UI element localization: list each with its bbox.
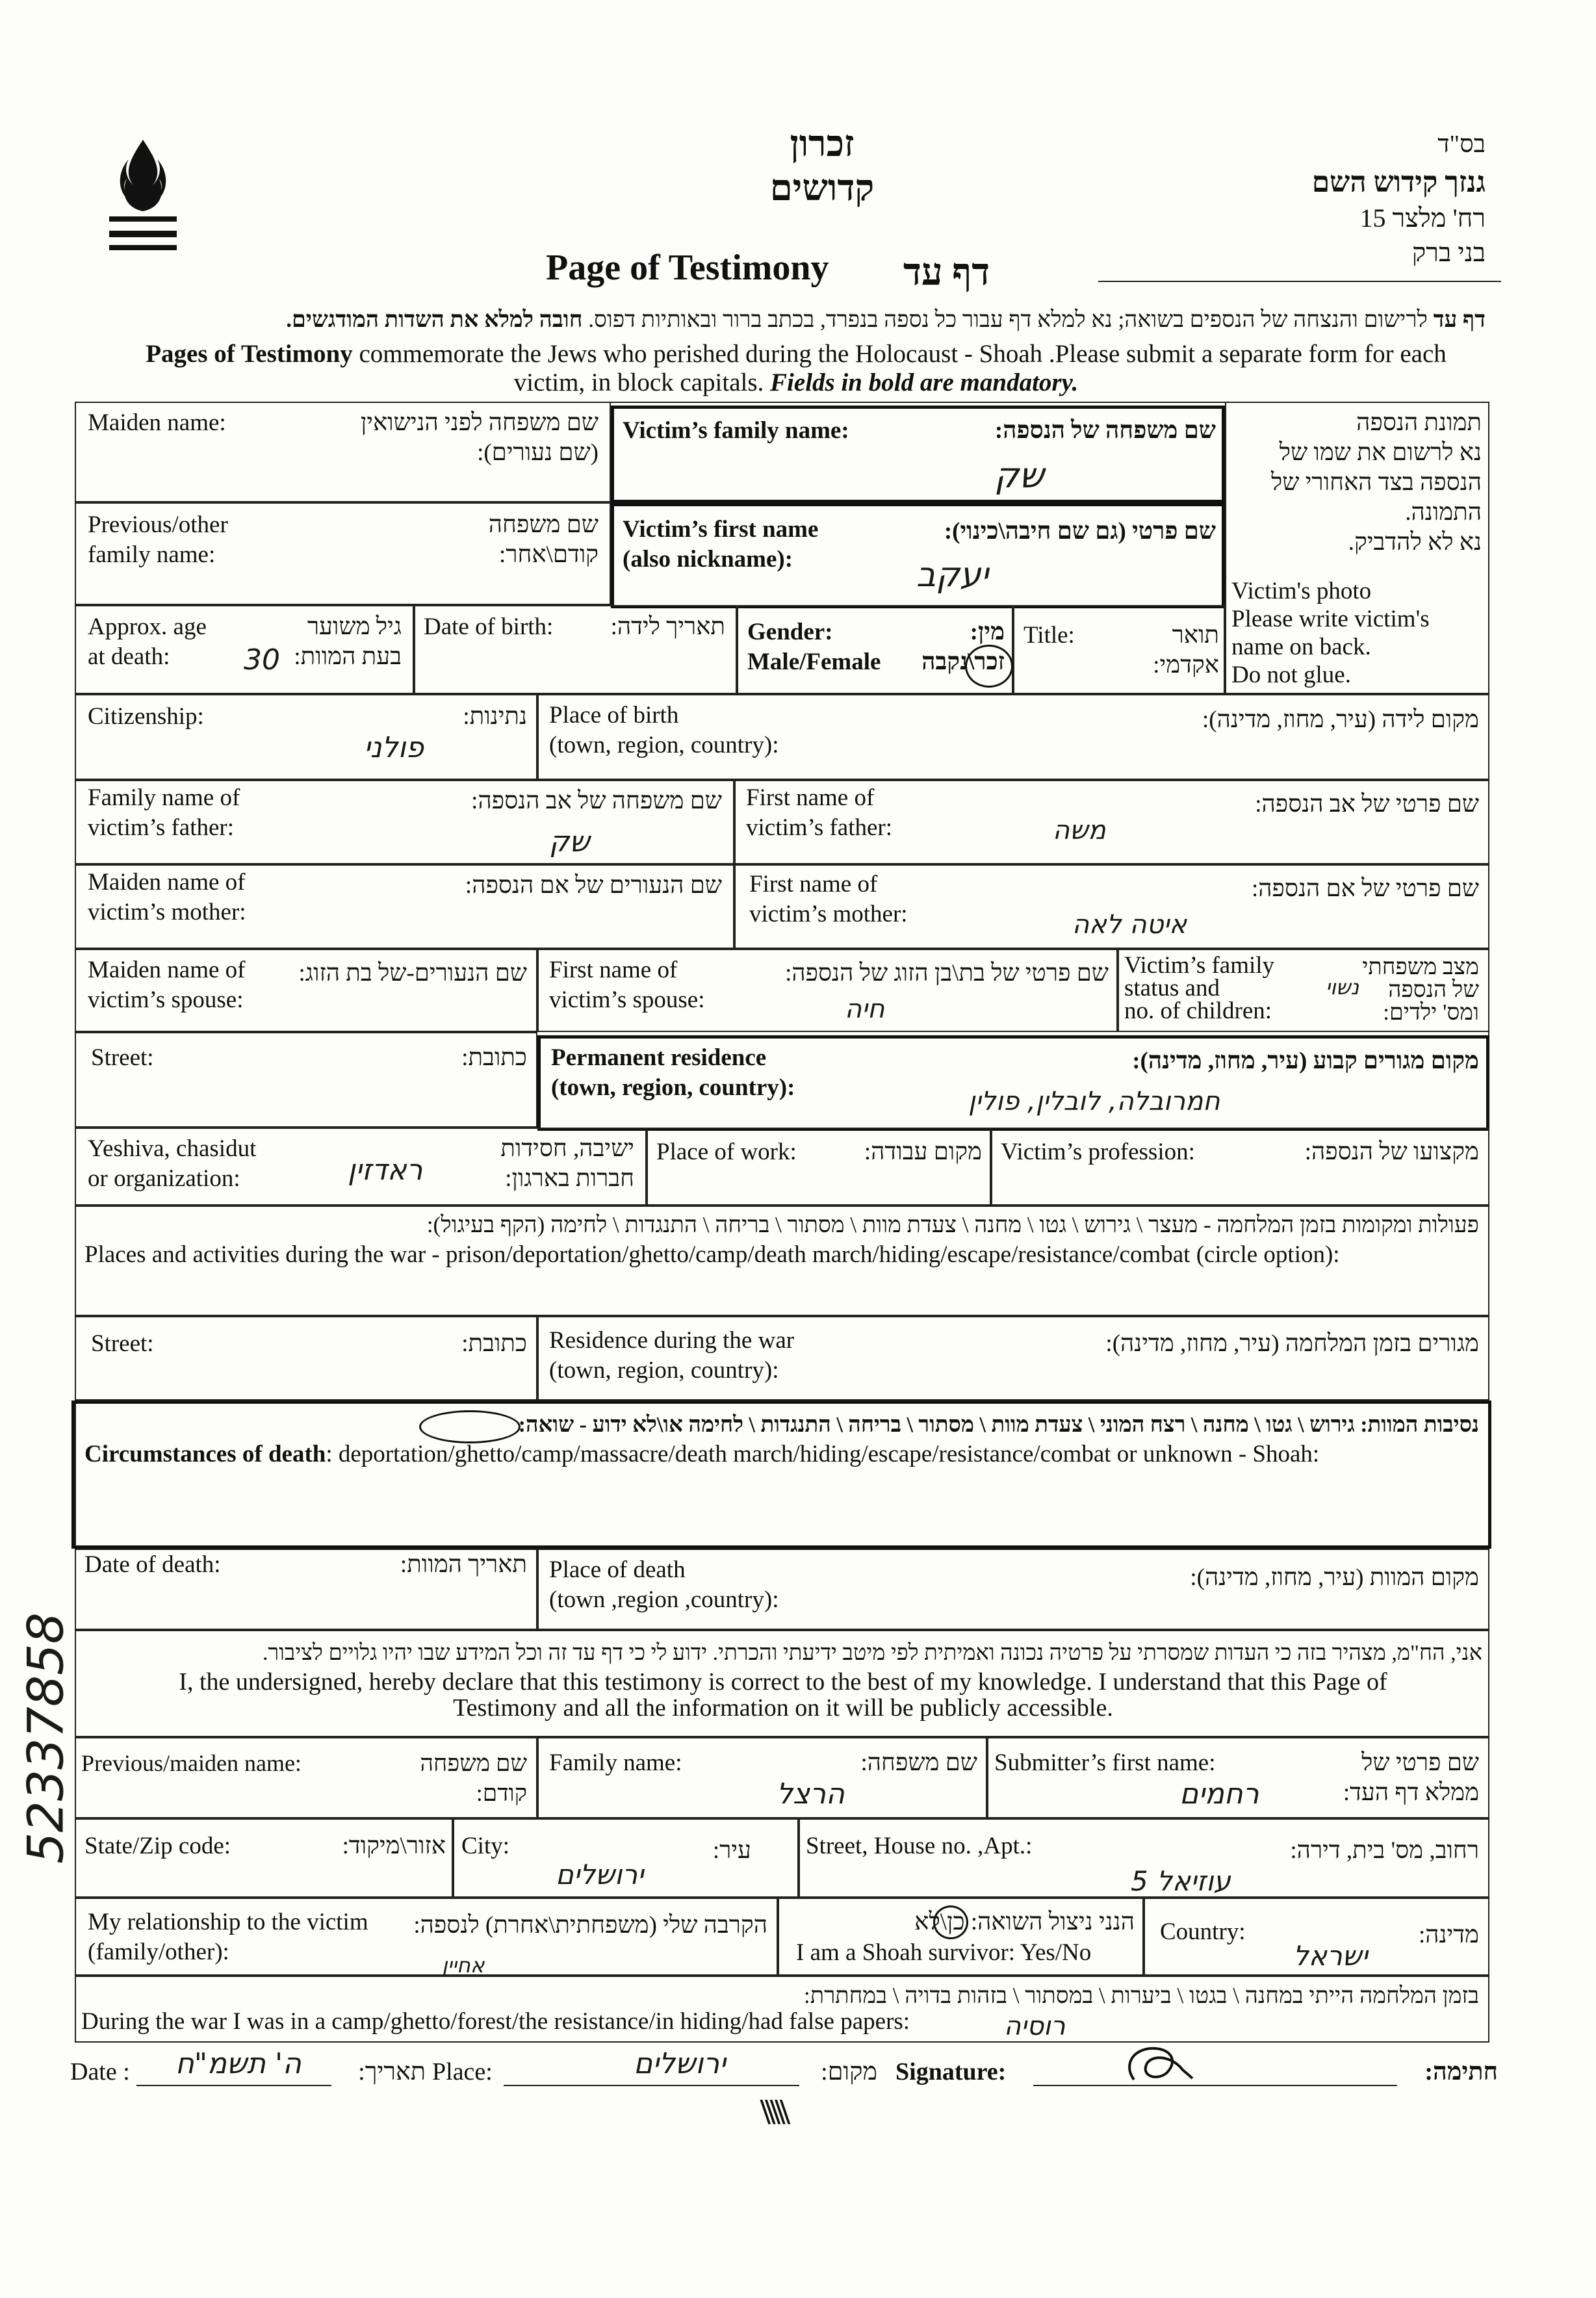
declaration-en-2: Testimony and all the information on it will be publicly accessible.: [453, 1694, 1113, 1722]
survivor-label: I am a Shoah survivor: Yes/No: [796, 1939, 1092, 1966]
relationship-he: הקרבה שלי (משפחתית\אחרת) לנספה:: [413, 1912, 767, 1939]
street-no-he: רחוב, מס' בית, דירה:: [1290, 1837, 1479, 1864]
header-org-name: גנזך קידוש השם: [1311, 166, 1486, 198]
father-family-label: Family name of victim’s father:: [88, 784, 240, 841]
submitter-prev-he: שם משפחה קודם:: [420, 1750, 527, 1806]
father-first-label: First name of victim’s father:: [746, 784, 893, 841]
family-status-label: Victim’s family status and no. of children:: [1124, 952, 1275, 1024]
place-he: מקום:: [821, 2058, 877, 2085]
victim-first-he: שם פרטי (גם שם חיבה\כינוי):: [944, 518, 1216, 545]
street-no-label: Street, House no. ,Apt.:: [806, 1833, 1033, 1859]
wartime-label: During the war I was in a camp/ghetto/forest/the resistance/in hiding/had false papers:: [81, 2008, 910, 2035]
citizenship-he: נתינות:: [463, 703, 527, 730]
submitter-first-value: רחמים: [1179, 1777, 1259, 1811]
war-residence-label: Residence during the war (town, region, country):: [549, 1327, 795, 1384]
gender-he: מין: זכר\נקבה: [921, 619, 1005, 675]
war-street-label: Street:: [91, 1330, 154, 1357]
header-city: בני ברק: [1411, 238, 1486, 267]
victim-family-he: שם משפחה של הנספה:: [994, 417, 1216, 444]
title-label: Title:: [1023, 622, 1075, 649]
yeshiva-label: Yeshiva, chasidut or organization:: [88, 1135, 257, 1192]
war-residence-he: מגורים בזמן המלחמה (עיר, מחוז, מדינה):: [1105, 1330, 1479, 1357]
intro-en-1: [97, 339, 1495, 368]
country-value: ישראל: [1293, 1940, 1368, 1972]
intro-he-bold-start: דף עד: [1433, 307, 1486, 332]
title-en: Page of Testimony: [546, 248, 829, 288]
prev-name-label: Previous/other family name:: [88, 511, 228, 568]
relationship-label: My relationship to the victim (family/other):: [88, 1909, 368, 1965]
declaration-en-1: I, the undersigned, hereby declare that this testimony is correct to the best of my knowledge. I understand that this Page of: [179, 1668, 1387, 1696]
place-value: ירושלים: [634, 2047, 726, 2080]
flame-logo-icon: [97, 133, 188, 257]
submitter-prev-label: Previous/maiden name:: [81, 1750, 302, 1776]
photo-he: תמונת הנספה נא לרשום את שמו של הנספה בצד האחורי של התמונה. נא לא להדביק.: [1270, 409, 1482, 556]
perm-residence-value: חמרובלה, לובלין, פולין: [968, 1087, 1220, 1117]
dod-he: תאריך המוות:: [400, 1551, 527, 1578]
age-label: Approx. age at death:: [88, 613, 207, 670]
yeshiva-value: ראדזין: [348, 1154, 423, 1187]
perm-residence-label: Permanent residence (town, region, country):: [551, 1044, 795, 1101]
submitter-family-he: שם משפחה:: [860, 1749, 977, 1776]
profession-label: Victim’s profession:: [1001, 1139, 1195, 1165]
gender-circle: [965, 645, 1013, 688]
spouse-maiden-label: Maiden name of victim’s spouse:: [88, 957, 246, 1013]
work-he: מקום עבודה:: [864, 1139, 982, 1165]
father-first-value: משה: [1053, 816, 1106, 846]
title-he: תואר אקדמי:: [1153, 622, 1219, 678]
citizenship-value: פולני: [364, 731, 424, 764]
city-he: עיר:: [712, 1837, 751, 1864]
country-he: מדינה:: [1418, 1922, 1479, 1948]
intro-en-text-1: commemorate the Jews who perished during the Holocaust - Shoah .Please submit a separate form for each: [352, 340, 1447, 368]
intro-he-bold-end: חובה למלא את השדות המודגשים.: [286, 307, 583, 332]
maiden-name-he: שם משפחה לפני הנישואין (שם נעורים):: [360, 409, 598, 466]
signature-he: חתימה:: [1424, 2058, 1498, 2085]
pod-he: מקום המוות (עיר, מחוז, מדינה):: [1190, 1564, 1479, 1591]
submitter-family-label: Family name:: [549, 1749, 682, 1776]
survivor-circle: [933, 1905, 968, 1939]
circumstances-label: [84, 1439, 1319, 1469]
dod-label: Date of death:: [84, 1551, 221, 1578]
mother-maiden-he: שם הנעורים של אם הנספה:: [465, 872, 722, 899]
victim-first-value: יעקב: [916, 556, 989, 595]
age-he: גיל משוער בעת המוות:: [294, 613, 402, 670]
place-line: [504, 2085, 799, 2086]
yeshiva-he: ישיבה, חסידות חברות בארגון:: [500, 1135, 634, 1192]
circumstances-text: : deportation/ghetto/camp/massacre/death march/hiding/escape/resistance/combat or unknown - Shoah:: [326, 1441, 1320, 1467]
perm-residence-he: מקום מגורים קבוע (עיר, מחוז, מדינה):: [1132, 1048, 1479, 1074]
date-value: ה' תשמ"ח: [175, 2047, 302, 2080]
intro-en-2: [97, 368, 1495, 397]
mother-first-label: First name of victim’s mother:: [749, 871, 908, 927]
family-status-value: נשוי: [1326, 975, 1359, 1000]
header-street: רח' מלצר 15: [1359, 203, 1486, 233]
signature-scribble-icon: [1121, 2041, 1199, 2086]
street-no-value: עוזיאל 5: [1131, 1865, 1231, 1897]
state-label: State/Zip code:: [84, 1833, 231, 1859]
title-he-2: קדושים: [769, 168, 875, 209]
victim-first-label: Victim’s first name (also nickname):: [623, 516, 819, 573]
mother-first-value: איטה לאה: [1072, 910, 1187, 940]
signature-label: Signature:: [895, 2058, 1007, 2085]
circumstances-bold: Circumstances of death: [84, 1441, 326, 1467]
signature-line: [1033, 2085, 1397, 2086]
date-he: תאריך:: [358, 2058, 426, 2085]
submitter-first-label: Submitter’s first name:: [994, 1749, 1216, 1776]
family-status-he: מצב משפחתי של הנספה ומס' ילדים:: [1362, 954, 1479, 1025]
intro-en-text-2: victim, in block capitals.: [513, 368, 771, 396]
logo: [97, 133, 188, 257]
date-line: [136, 2085, 331, 2086]
intro-en-italic: Fields in bold are mandatory.: [770, 368, 1079, 396]
father-family-he: שם משפחה של אב הנספה:: [471, 788, 722, 814]
header-underline: [1098, 281, 1501, 282]
war-activities-he: פעולות ומקומות בזמן המלחמה - מעצר \ גירוש \ גטו \ מחנה \ צעדת מוות \ מסתור \ בריחה \ התנגדות \ לחימה (הקף בעיגול):: [426, 1212, 1479, 1237]
margin-number: 52337858: [16, 1612, 75, 1864]
survivor-he: הנני ניצול השואה: כן\לא: [914, 1909, 1135, 1935]
profession-he: מקצועו של הנספה:: [1304, 1139, 1479, 1165]
title-he-1: זכרון: [790, 124, 855, 164]
mother-maiden-label: Maiden name of victim’s mother:: [88, 869, 246, 925]
spouse-first-he: שם פרטי של בת\בן הזוג של הנספה:: [785, 960, 1109, 987]
street-label: Street:: [91, 1044, 154, 1071]
city-label: City:: [461, 1833, 510, 1859]
title-he-form: דף עד: [903, 251, 990, 293]
footer-mark: \\\\\: [760, 2092, 785, 2132]
dob-he: תאריך לידה:: [610, 613, 725, 640]
submitter-family-value: הרצל: [777, 1777, 845, 1811]
pob-label: Place of birth (town, region, country):: [549, 702, 779, 758]
city-value: ירושלים: [556, 1859, 644, 1891]
intro-he: [91, 307, 1486, 333]
intro-en-bold: Pages of Testimony: [146, 340, 353, 368]
relationship-value: אחיין: [442, 1953, 485, 1978]
war-street-he: כתובת:: [461, 1330, 527, 1357]
photo-en: Victim's photo Please write victim's name on back. Do not glue.: [1231, 578, 1430, 688]
street-he: כתובת:: [461, 1044, 527, 1071]
place-label: Place:: [432, 2058, 493, 2085]
declaration-he: אני, הח"מ, מצהיר בזה כי העדות שמסרתי על פרטיה נכונה ואמיתית לפי מיטב ידיעתי והכרתי. ידוע לי כי דף עד זה וכל המידע שבו יהיו גלויים לציבור.: [263, 1641, 1482, 1665]
submitter-first-he: שם פרטי של ממלא דף העד:: [1343, 1749, 1479, 1806]
header-bsd: בס"ד: [1437, 131, 1486, 158]
prev-name-he: שם משפחה קודם\אחר:: [488, 511, 598, 568]
father-first-he: שם פרטי של אב הנספה:: [1255, 791, 1479, 818]
shoah-circle: [419, 1410, 521, 1443]
pod-label: Place of death (town ,region ,country):: [549, 1556, 779, 1613]
age-value: 30: [244, 643, 280, 677]
circumstances-he: נסיבות המוות: גירוש \ גטו \ מחנה \ רצח המוני \ צעדת מוות \ מסתור \ בריחה \ התנגדות \ לחימה או\לא ידוע - שואה:: [518, 1413, 1479, 1437]
mother-first-he: שם פרטי של אם הנספה:: [1251, 875, 1479, 902]
country-label: Country:: [1160, 1918, 1246, 1945]
victim-family-value: שק: [994, 455, 1044, 496]
spouse-first-label: First name of victim’s spouse:: [549, 957, 705, 1013]
wartime-he: בזמן המלחמה הייתי במחנה \ בגטו \ ביערות \ במסתור \ בזהות בדויה \ במחתרת:: [804, 1983, 1479, 2008]
state-he: אזור\מיקוד:: [342, 1833, 446, 1859]
war-activities-label: Places and activities during the war - prison/deportation/ghetto/camp/death march/hiding/escape/resistance/combat (circle option):: [84, 1241, 1340, 1268]
gender-label: Gender: Male/Female: [747, 619, 881, 675]
work-label: Place of work:: [656, 1139, 797, 1165]
dob-label: Date of birth:: [424, 613, 554, 640]
date-label: Date :: [70, 2058, 130, 2085]
citizenship-label: Citizenship:: [88, 703, 204, 730]
maiden-name-label: Maiden name:: [88, 409, 226, 436]
spouse-maiden-he: שם הנעורים-של בת הזוג:: [298, 960, 527, 987]
pob-he: מקום לידה (עיר, מחוז, מדינה):: [1202, 706, 1479, 733]
wartime-value: רוסיה: [1004, 2011, 1066, 2041]
spouse-first-value: חיה: [845, 994, 885, 1024]
father-family-value: שק: [549, 825, 590, 859]
signature-mark: [1121, 2041, 1199, 2086]
intro-he-text: לרישום והנצחה של הנספים בשואה; נא למלא דף עבור כל נספה בנפרד, בכתב ברור ובאותיות דפוס.: [582, 307, 1434, 332]
victim-family-label: Victim’s family name:: [623, 417, 849, 444]
